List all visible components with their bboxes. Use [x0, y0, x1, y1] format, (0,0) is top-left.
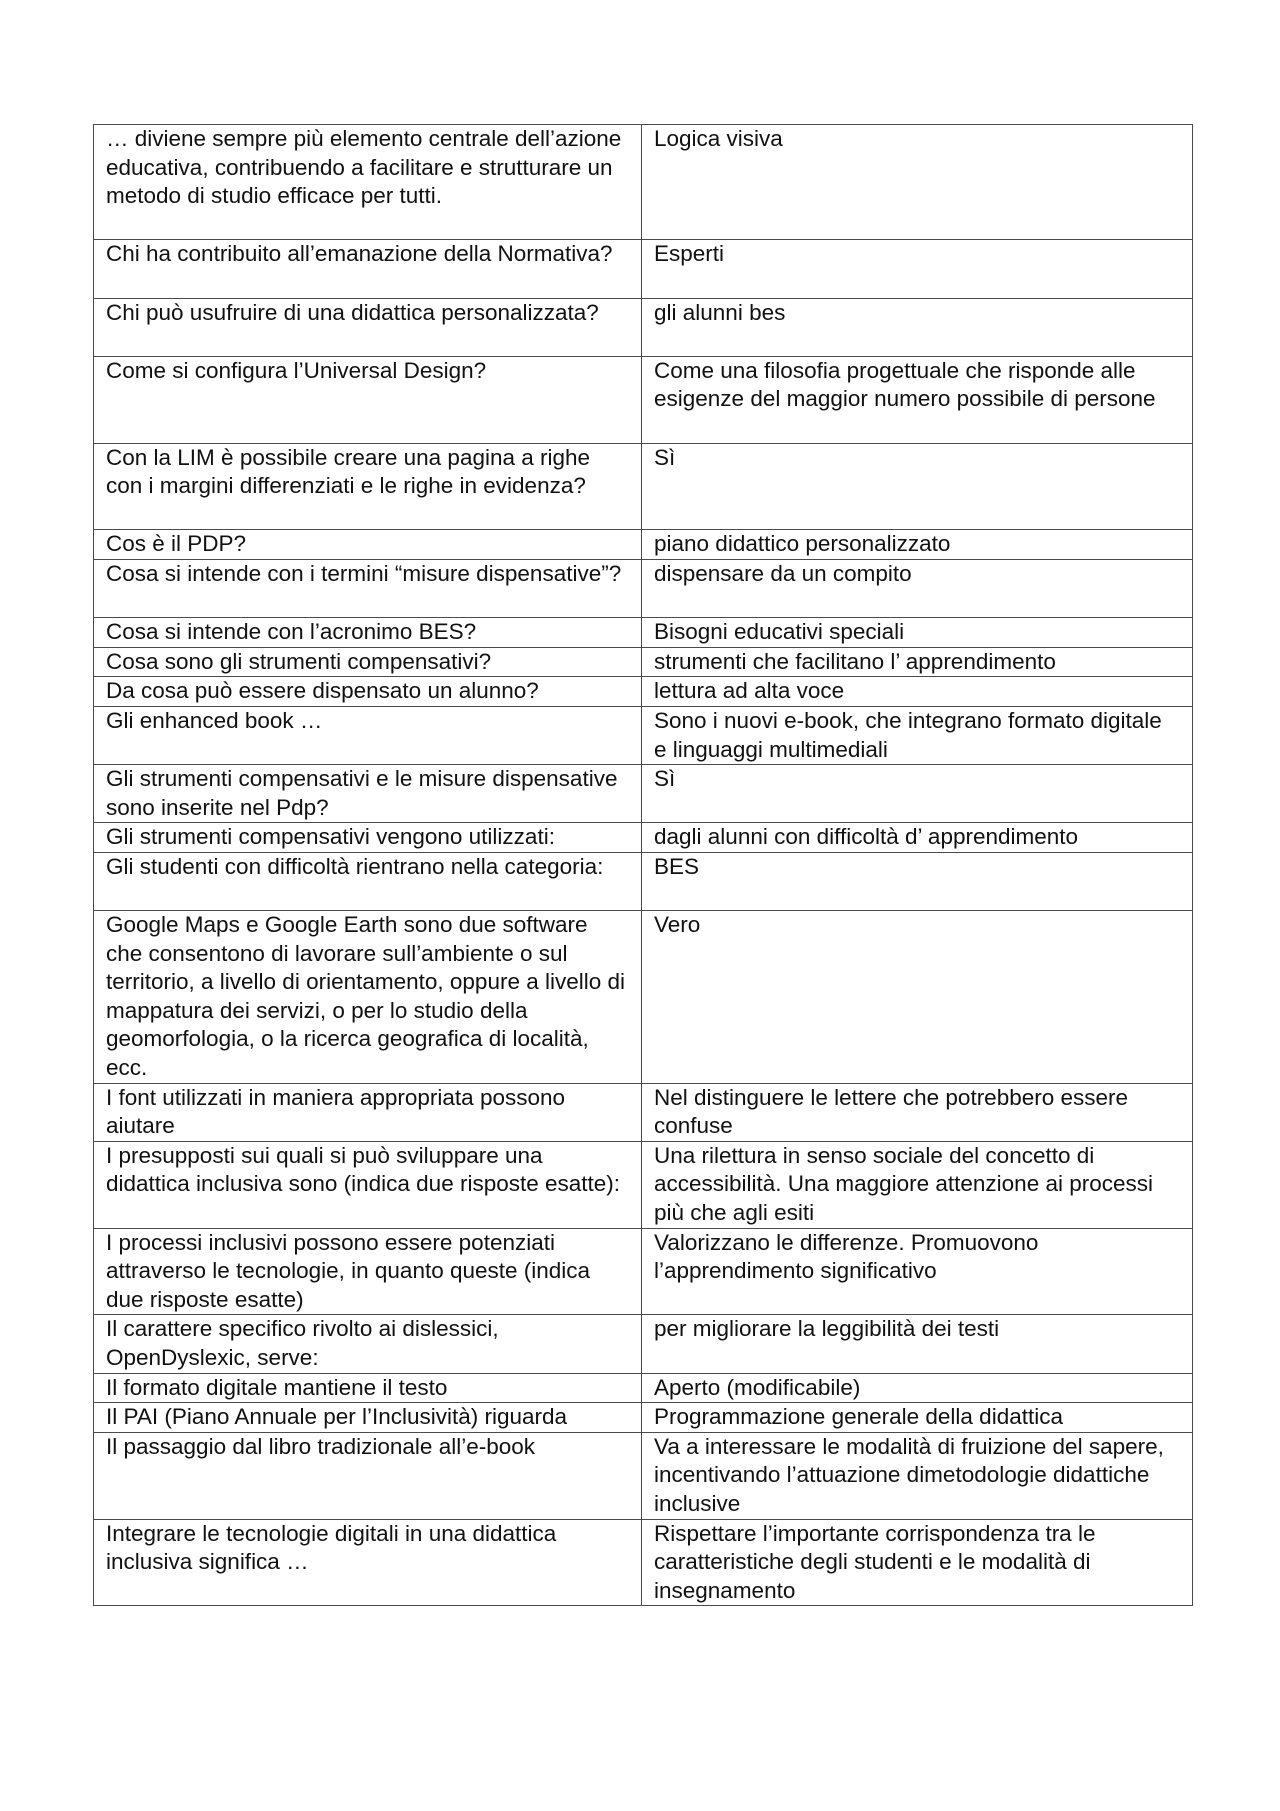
answer-cell: Rispettare l’importante corrispondenza tra le caratteristiche degli studenti e le modalità di insegnamento — [642, 1519, 1193, 1606]
table-row — [94, 677, 1193, 707]
answer-cell: dagli alunni con difficoltà d’ apprendimento — [642, 823, 1193, 853]
answer-cell: gli alunni bes — [642, 298, 1193, 356]
table-row — [94, 911, 1193, 1084]
answer-cell: Una rilettura in senso sociale del concetto di accessibilità. Una maggiore attenzione ai processi più che agli esiti — [642, 1141, 1193, 1228]
question-cell: I processi inclusivi possono essere potenziati attraverso le tecnologie, in quanto queste (indica due risposte esatte) — [94, 1228, 642, 1315]
question-cell: Gli strumenti compensativi e le misure dispensative sono inserite nel Pdp? — [94, 765, 642, 823]
question-cell: Con la LIM è possibile creare una pagina a righe con i margini differenziati e le righe in evidenza? — [94, 443, 642, 530]
question-cell: Come si configura l’Universal Design? — [94, 356, 642, 443]
qa-table-body — [94, 125, 1193, 1606]
question-cell: Da cosa può essere dispensato un alunno? — [94, 677, 642, 707]
question-cell: Gli enhanced book … — [94, 706, 642, 764]
table-row — [94, 240, 1193, 298]
table-row — [94, 1519, 1193, 1606]
answer-cell: Bisogni educativi speciali — [642, 618, 1193, 648]
question-cell: Cosa si intende con i termini “misure dispensative”? — [94, 559, 642, 617]
question-cell: Cos è il PDP? — [94, 530, 642, 560]
answer-cell: Nel distinguere le lettere che potrebbero essere confuse — [642, 1083, 1193, 1141]
question-cell: Cosa si intende con l’acronimo BES? — [94, 618, 642, 648]
question-cell: I presupposti sui quali si può sviluppare una didattica inclusiva sono (indica due risposte esatte): — [94, 1141, 642, 1228]
table-row — [94, 559, 1193, 617]
question-cell: Il formato digitale mantiene il testo — [94, 1373, 642, 1403]
table-row — [94, 1373, 1193, 1403]
answer-cell: Va a interessare le modalità di fruizione del sapere, incentivando l’attuazione dimetodologie didattiche inclusive — [642, 1432, 1193, 1519]
answer-cell: Logica visiva — [642, 125, 1193, 240]
answer-cell: strumenti che facilitano l’ apprendimento — [642, 647, 1193, 677]
answer-cell: Valorizzano le differenze. Promuovono l’apprendimento significativo — [642, 1228, 1193, 1315]
answer-cell: dispensare da un compito — [642, 559, 1193, 617]
table-row — [94, 647, 1193, 677]
table-row — [94, 530, 1193, 560]
table-row — [94, 765, 1193, 823]
table-row — [94, 823, 1193, 853]
question-cell: Il passaggio dal libro tradizionale all’e-book — [94, 1432, 642, 1519]
answer-cell: lettura ad alta voce — [642, 677, 1193, 707]
answer-cell: Sì — [642, 443, 1193, 530]
question-cell: Chi ha contribuito all’emanazione della Normativa? — [94, 240, 642, 298]
answer-cell: Programmazione generale della didattica — [642, 1403, 1193, 1433]
question-cell: Google Maps e Google Earth sono due software che consentono di lavorare sull’ambiente o sul territorio, a livello di orientamento, oppure a livello di mappatura dei servizi, o per lo studio della geomorfologia, o la ricerca geografica di località, ecc. — [94, 911, 642, 1084]
question-cell: Gli studenti con difficoltà rientrano nella categoria: — [94, 852, 642, 910]
question-cell: Il PAI (Piano Annuale per l’Inclusività) riguarda — [94, 1403, 642, 1433]
table-row — [94, 1315, 1193, 1373]
question-cell: Gli strumenti compensativi vengono utilizzati: — [94, 823, 642, 853]
table-row — [94, 1403, 1193, 1433]
table-row — [94, 706, 1193, 764]
table-row — [94, 1432, 1193, 1519]
table-row — [94, 618, 1193, 648]
qa-table — [93, 124, 1193, 1606]
answer-cell: Vero — [642, 911, 1193, 1084]
table-row — [94, 298, 1193, 356]
answer-cell: Come una filosofia progettuale che risponde alle esigenze del maggior numero possibile di persone — [642, 356, 1193, 443]
table-row — [94, 125, 1193, 240]
table-row — [94, 356, 1193, 443]
question-cell: … diviene sempre più elemento centrale dell’azione educativa, contribuendo a facilitare e strutturare un metodo di studio efficace per tutti. — [94, 125, 642, 240]
answer-cell: BES — [642, 852, 1193, 910]
answer-cell: Sì — [642, 765, 1193, 823]
question-cell: Chi può usufruire di una didattica personalizzata? — [94, 298, 642, 356]
answer-cell: piano didattico personalizzato — [642, 530, 1193, 560]
question-cell: I font utilizzati in maniera appropriata possono aiutare — [94, 1083, 642, 1141]
answer-cell: per migliorare la leggibilità dei testi — [642, 1315, 1193, 1373]
table-row — [94, 1141, 1193, 1228]
question-cell: Integrare le tecnologie digitali in una didattica inclusiva significa … — [94, 1519, 642, 1606]
answer-cell: Sono i nuovi e-book, che integrano formato digitale e linguaggi multimediali — [642, 706, 1193, 764]
answer-cell: Esperti — [642, 240, 1193, 298]
table-row — [94, 443, 1193, 530]
question-cell: Cosa sono gli strumenti compensativi? — [94, 647, 642, 677]
answer-cell: Aperto (modificabile) — [642, 1373, 1193, 1403]
table-row — [94, 1083, 1193, 1141]
question-cell: Il carattere specifico rivolto ai dislessici, OpenDyslexic, serve: — [94, 1315, 642, 1373]
table-row — [94, 1228, 1193, 1315]
table-row — [94, 852, 1193, 910]
